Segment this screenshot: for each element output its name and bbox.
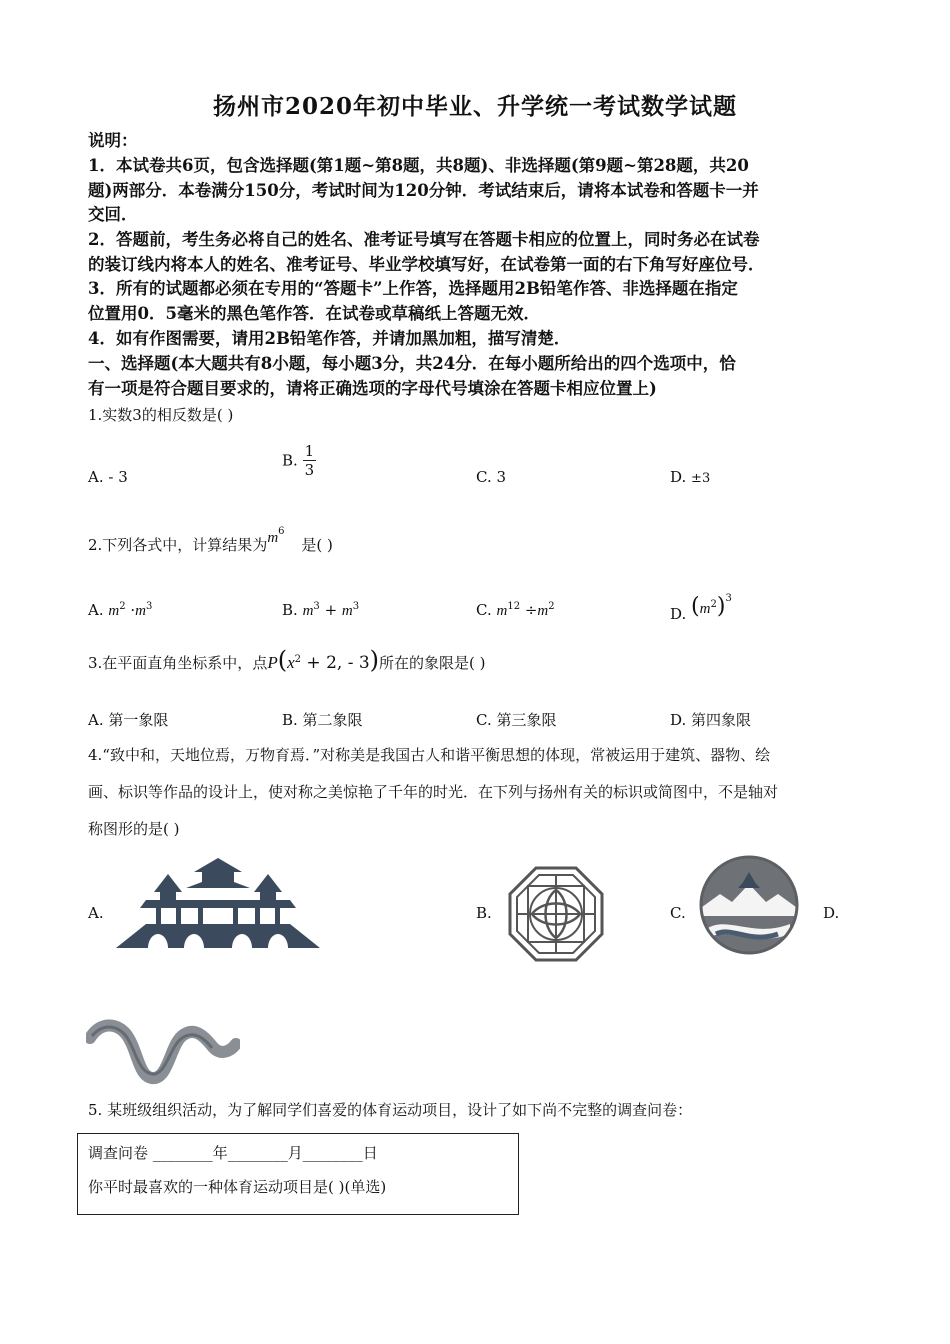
q2-a-e2: 3 <box>146 601 153 612</box>
q3-option-a: A. 第一象限 <box>88 711 169 729</box>
q3-option-c: C. 第三象限 <box>476 711 557 729</box>
q2-b-label: B. <box>282 601 298 619</box>
q2-d-e1: 2 <box>710 599 717 610</box>
q2-stem-tail: 是( ) <box>301 536 333 554</box>
q3-x: x <box>287 653 295 672</box>
q4-d-label: D. <box>823 904 840 922</box>
section-1-line-2: 有一项是符合题目要求的，请将正确选项的字母代号填涂在答题卡相应位置上) <box>88 379 657 398</box>
q2-stem-m: m <box>267 530 279 546</box>
q4-c-label: C. <box>670 904 686 922</box>
q3-stem-text: 3.在平面直角坐标系中，点 <box>88 654 268 672</box>
q1-c-value: 3 <box>496 468 507 486</box>
q1-b-label: B. <box>282 451 298 470</box>
q2-c-e2: 2 <box>548 601 555 612</box>
q1-b-fraction <box>303 442 317 479</box>
note-1-line-3: 交回． <box>88 205 138 224</box>
q2-option-d <box>670 593 732 623</box>
note-2-line-2: 的装订线内将本人的姓名、准考证号、毕业学校填写好，在试卷第一面的右下角写好座位号． <box>88 255 765 274</box>
q2-b-m1: m <box>302 603 314 619</box>
note-3-line-1: 3．所有的试题都必须在专用的“答题卡”上作答，选择题用2B铅笔作答、非选择题在指定 <box>88 279 738 298</box>
note-1-line-2: 题)两部分．本卷满分150分，考试时间为120分钟．考试结束后，请将本试卷和答题卡一并 <box>88 181 759 200</box>
q4-figure-c-circular-emblem <box>698 854 800 956</box>
q2-c-op: ÷ <box>520 601 538 619</box>
q1-option-b <box>282 442 316 479</box>
q4-figure-a-pavilion-bridge <box>116 858 320 950</box>
q2-d-rparen: ) <box>716 594 726 619</box>
q1-stem: 1.实数3的相反数是( ) <box>88 406 234 424</box>
survey-line-1: 调查问卷 ________年________月________日 <box>88 1144 378 1162</box>
q2-d-label: D. <box>670 605 687 623</box>
q2-c-m1: m <box>496 603 508 619</box>
q3-option-b: B. 第二象限 <box>282 711 363 729</box>
q4-a-label: A. <box>88 904 104 922</box>
q2-b-e2: 3 <box>352 601 360 612</box>
q1-option-c <box>476 468 506 486</box>
q2-a-e1: 2 <box>119 601 126 612</box>
q3-point: P <box>267 653 278 672</box>
q2-c-e1: 12 <box>507 601 521 612</box>
q2-d-lparen: ( <box>691 594 700 619</box>
q2-stem-text: 2.下列各式中，计算结果为 <box>88 536 268 554</box>
q3-stem <box>88 646 486 674</box>
q1-d-label: D. <box>670 468 687 486</box>
q3-lparen: ( <box>277 646 288 674</box>
q4-figure-b-lattice-window <box>508 866 604 962</box>
q2-b-m2: m <box>341 603 353 619</box>
q3-stem-tail: 所在的象限是( ) <box>379 654 486 672</box>
q1-a-label: A. <box>88 468 104 486</box>
q3-rparen: ) <box>369 646 380 674</box>
notes-heading: 说明： <box>88 131 138 150</box>
q2-b-e1: 3 <box>313 601 320 612</box>
q2-d-m: m <box>699 601 711 617</box>
q4-line-1: 4.“致中和，天地位焉，万物育焉．”对称美是我国古人和谐平衡思想的体现，常被运用于建筑、器物、绘 <box>88 746 771 764</box>
q3-option-d: D. 第四象限 <box>670 711 752 729</box>
note-2-line-1: 2．答题前，考生务必将自己的姓名、准考证号填写在答题卡相应的位置上，同时务必在试卷 <box>88 230 760 249</box>
q2-b-op: + <box>319 601 342 619</box>
q1-option-a <box>88 468 128 486</box>
q4-b-label: B. <box>476 904 492 922</box>
q3-x-exp: 2 <box>294 654 302 665</box>
q4-line-3: 称图形的是( ) <box>88 820 180 838</box>
q2-stem-exp: 6 <box>278 526 285 537</box>
note-4: 4．如有作图需要，请用2B铅笔作答，并请加黑加粗，描写清楚． <box>88 329 571 348</box>
q1-c-label: C. <box>476 468 492 486</box>
q2-option-a <box>88 601 152 620</box>
section-1-line-1: 一、选择题(本大题共有8小题，每小题3分，共24分．在每小题所给出的四个选项中，恰 <box>88 354 736 373</box>
survey-line-2: 你平时最喜欢的一种体育运动项目是( )(单选) <box>88 1178 387 1196</box>
q2-a-m1: m <box>108 603 120 619</box>
q2-option-c <box>476 601 555 620</box>
page-title: 扬州市2020年初中毕业、升学统一考试数学试题 <box>212 93 737 120</box>
q4-figure-d-wave-stroke <box>86 1016 240 1088</box>
q2-d-e2: 3 <box>725 593 732 604</box>
q1-b-denominator: 3 <box>304 461 315 479</box>
note-1-line-1: 1．本试卷共6页，包含选择题(第1题~第8题，共8题)、非选择题(第9题~第28题，共20 <box>88 156 749 175</box>
q4-line-2: 画、标识等作品的设计上，使对称之美惊艳了千年的时光．在下列与扬州有关的标识或简图中，不是轴对 <box>88 783 779 801</box>
q2-a-label: A. <box>88 601 104 619</box>
q2-a-m2: m <box>135 603 146 619</box>
q1-d-value: ±3 <box>691 471 711 486</box>
q2-a-op: · <box>125 601 136 619</box>
q2-option-b <box>282 601 359 620</box>
q5-stem: 5. 某班级组织活动，为了解同学们喜爱的体育运动项目，设计了如下尚不完整的调查问卷： <box>88 1101 693 1119</box>
q2-c-label: C. <box>476 601 492 619</box>
q1-option-d <box>670 468 710 486</box>
note-3-line-2: 位置用0．5毫米的黑色笔作答．在试卷或草稿纸上答题无效． <box>88 304 540 323</box>
q2-stem <box>88 526 333 556</box>
q1-a-value: - 3 <box>108 468 128 486</box>
q2-c-m2: m <box>537 603 549 619</box>
q3-rest: + 2, - 3 <box>301 653 370 673</box>
q1-b-numerator: 1 <box>304 442 315 460</box>
